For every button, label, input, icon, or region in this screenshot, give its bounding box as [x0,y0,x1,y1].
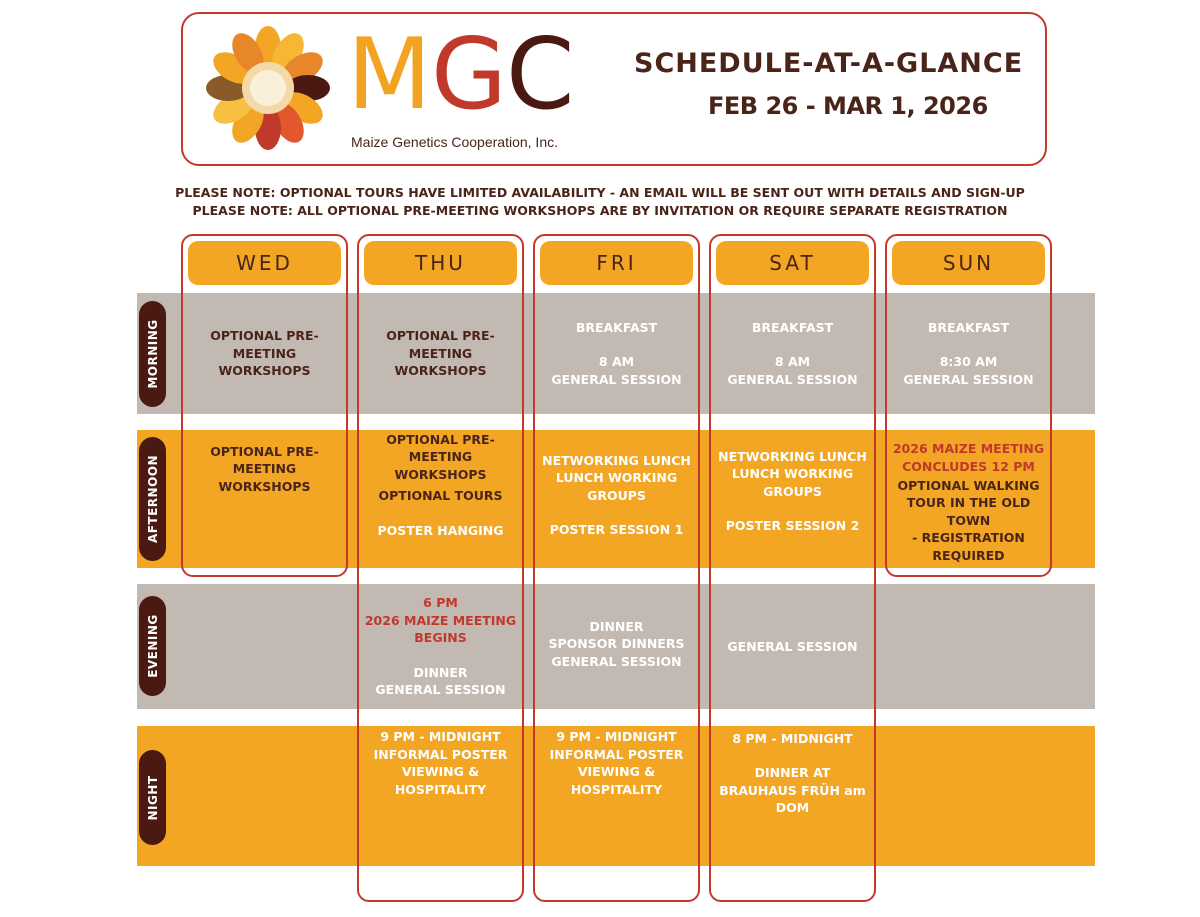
logo-letter-m: M [347,18,431,132]
cell-morning-wed: OPTIONAL PRE-MEETING WORKSHOPS [210,328,319,379]
cell-evening-fri: DINNER SPONSOR DINNERS GENERAL SESSION [548,618,685,669]
cell-evening-sat: GENERAL SESSION [727,638,858,654]
cell-morning-sun: BREAKFAST 8:30 AM GENERAL SESSION [903,319,1034,387]
cell-afternoon-sun: 2026 MAIZE MEETING CONCLUDES 12 PM OPTIONAL WALKING TOUR IN THE OLD TOWN - REGISTRATION REQUIRED [892,441,1045,563]
cell-morning-fri: BREAKFAST 8 AM GENERAL SESSION [551,319,682,387]
logo-letter-g: G [431,18,506,132]
day-header-thu: THU [364,241,517,285]
note-tours: PLEASE NOTE: OPTIONAL TOURS HAVE LIMITED AVAILABILITY - AN EMAIL WILL BE SENT OUT WITH DETAILS AND SIGN-UP [175,185,1025,200]
cell-night-sat: 8 PM - MIDNIGHT DINNER AT BRAUHAUS FRÜH am DOM [719,730,866,815]
cell-night-thu: 9 PM - MIDNIGHT INFORMAL POSTER VIEWING & HOSPITALITY [373,729,508,797]
cell-afternoon-wed: OPTIONAL PRE-MEETING WORKSHOPS [210,443,319,494]
day-header-sat: SAT [716,241,869,285]
cell-afternoon-sat: NETWORKING LUNCH LUNCH WORKING GROUPS POSTER SESSION 2 [718,448,867,533]
event-dates: FEB 26 - MAR 1, 2026 [708,92,988,120]
day-header-sun: SUN [892,241,1045,285]
cell-morning-sat: BREAKFAST 8 AM GENERAL SESSION [727,319,858,387]
period-label-evening: EVENING [139,596,166,696]
period-label-morning: MORNING [139,301,166,407]
logo-letter-c: C [506,18,574,132]
cell-afternoon-thu: OPTIONAL PRE-MEETING WORKSHOPS OPTIONAL TOURS POSTER HANGING [377,431,504,538]
org-name: Maize Genetics Cooperation, Inc. [351,134,558,150]
period-label-afternoon: AFTERNOON [139,437,166,561]
mgc-logo-icon [206,26,330,150]
cell-night-fri: 9 PM - MIDNIGHT INFORMAL POSTER VIEWING & HOSPITALITY [549,729,684,797]
note-workshops: PLEASE NOTE: ALL OPTIONAL PRE-MEETING WORKSHOPS ARE BY INVITATION OR REQUIRE SEPARATE REGISTRATION [192,203,1008,218]
period-label-night: NIGHT [139,750,166,845]
cell-morning-thu: OPTIONAL PRE-MEETING WORKSHOPS [386,328,495,379]
cell-afternoon-fri: NETWORKING LUNCH LUNCH WORKING GROUPS POSTER SESSION 1 [542,452,691,537]
day-header-fri: FRI [540,241,693,285]
day-header-wed: WED [188,241,341,285]
cell-evening-thu: 6 PM 2026 MAIZE MEETING BEGINS DINNER GENERAL SESSION [364,595,517,698]
page-title: SCHEDULE-AT-A-GLANCE [634,48,1024,79]
